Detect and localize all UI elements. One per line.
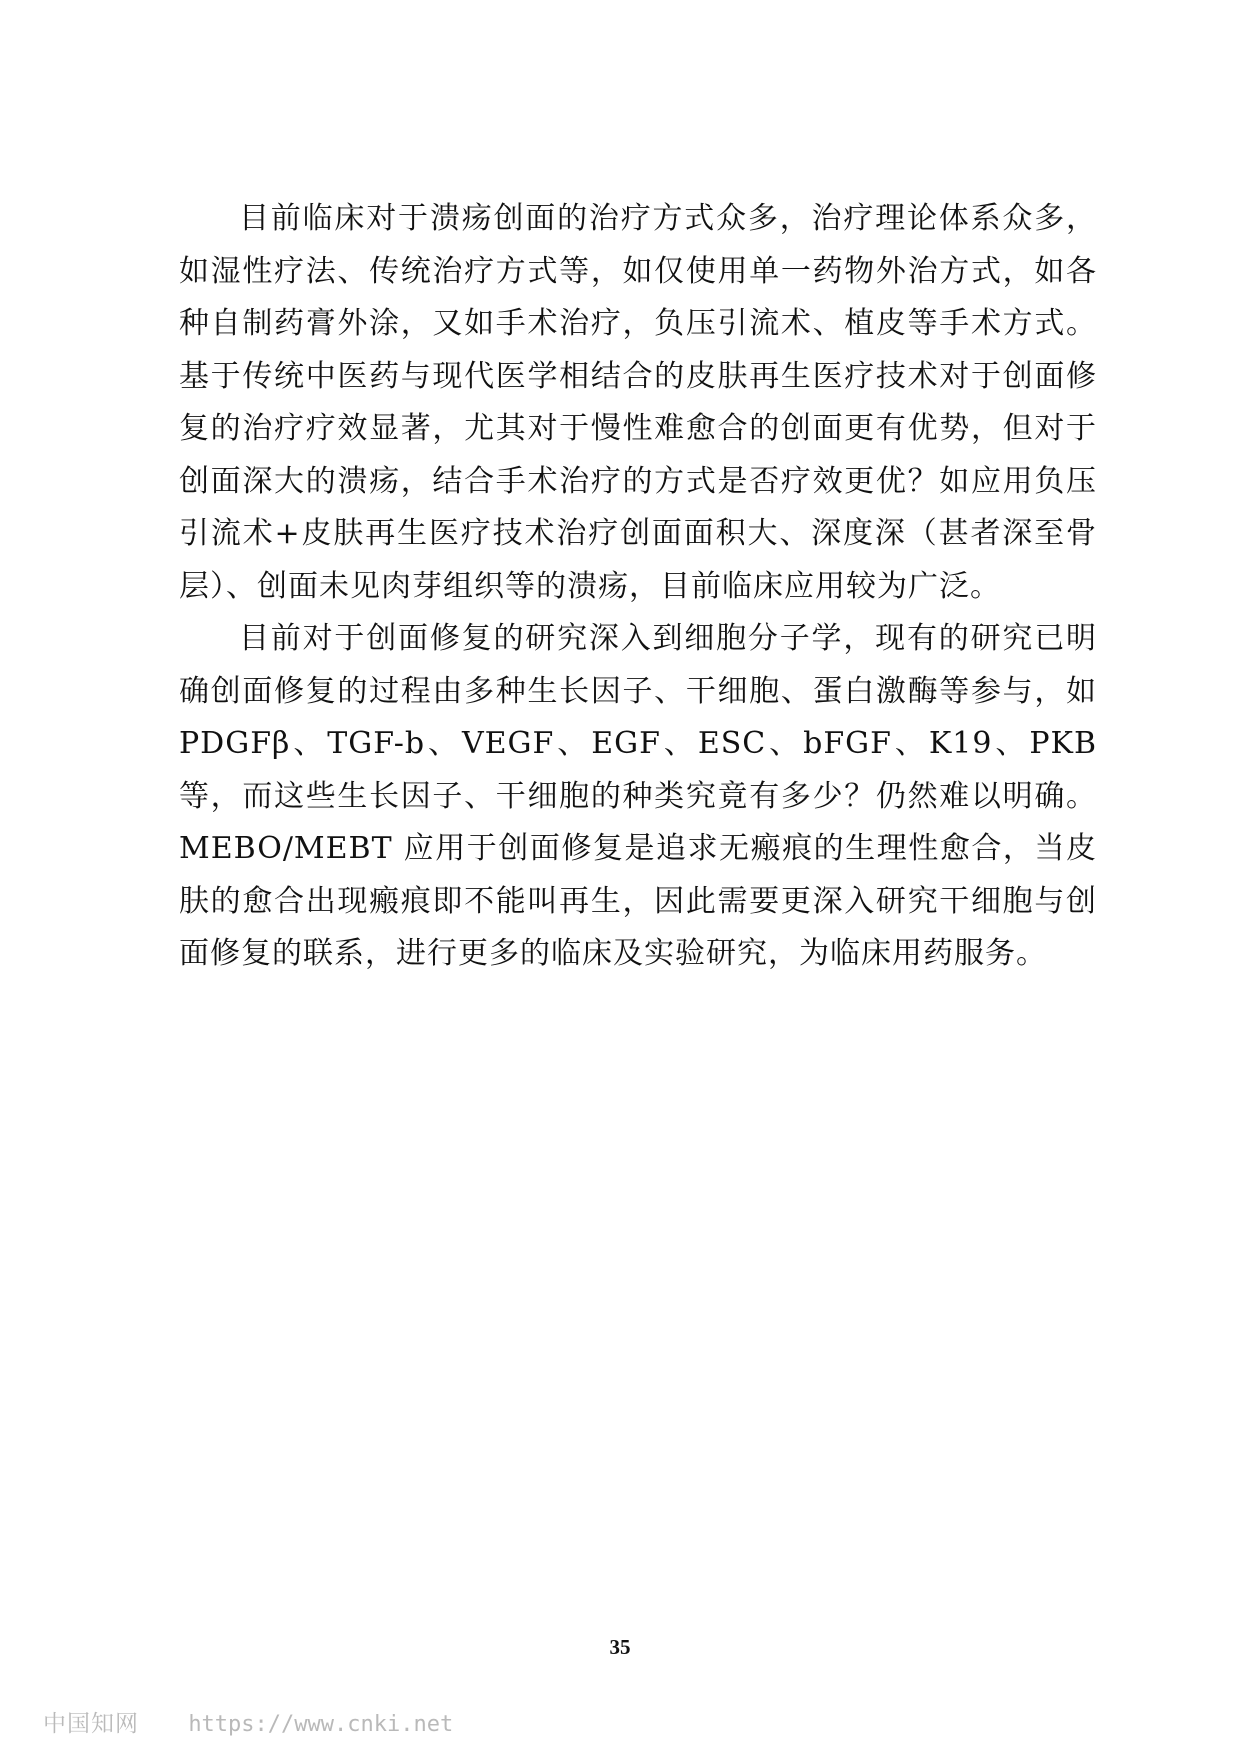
document-body	[179, 193, 1097, 981]
body-paragraph-2: 目前对于创面修复的研究深入到细胞分子学，现有的研究已明确创面修复的过程由多种生长因子、干细胞、蛋白激酶等参与，如 PDGFβ、TGF-b、VEGF、EGF、ESC、bFGF、K19、PKB 等，而这些生长因子、干细胞的种类究竟有多少？仍然难以明确。MEBO/MEBT 应用于创面修复是追求无瘢痕的生理性愈合，当皮肤的愈合出现瘢痕即不能叫再生，因此需要更深入研究干细胞与创面修复的联系，进行更多的临床及实验研究，为临床用药服务。	[179, 621, 1097, 971]
watermark-url: https://www.cnki.net	[188, 1712, 454, 1737]
page-number: 35	[609, 1635, 631, 1659]
body-paragraph-1: 目前临床对于溃疡创面的治疗方式众多，治疗理论体系众多，如湿性疗法、传统治疗方式等，如仅使用单一药物外治方式，如各种自制药膏外涂，又如手术治疗，负压引流术、植皮等手术方式。基于传统中医药与现代医学相结合的皮肤再生医疗技术对于创面修复的治疗疗效显著，尤其对于慢性难愈合的创面更有优势，但对于创面深大的溃疡，结合手术治疗的方式是否疗效更优？如应用负压引流术+皮肤再生医疗技术治疗创面面积大、深度深（甚者深至骨层）、创面未见肉芽组织等的溃疡，目前临床应用较为广泛。	[179, 201, 1097, 604]
watermark-brand: 中国知网	[43, 1711, 139, 1737]
watermark	[43, 1705, 453, 1738]
